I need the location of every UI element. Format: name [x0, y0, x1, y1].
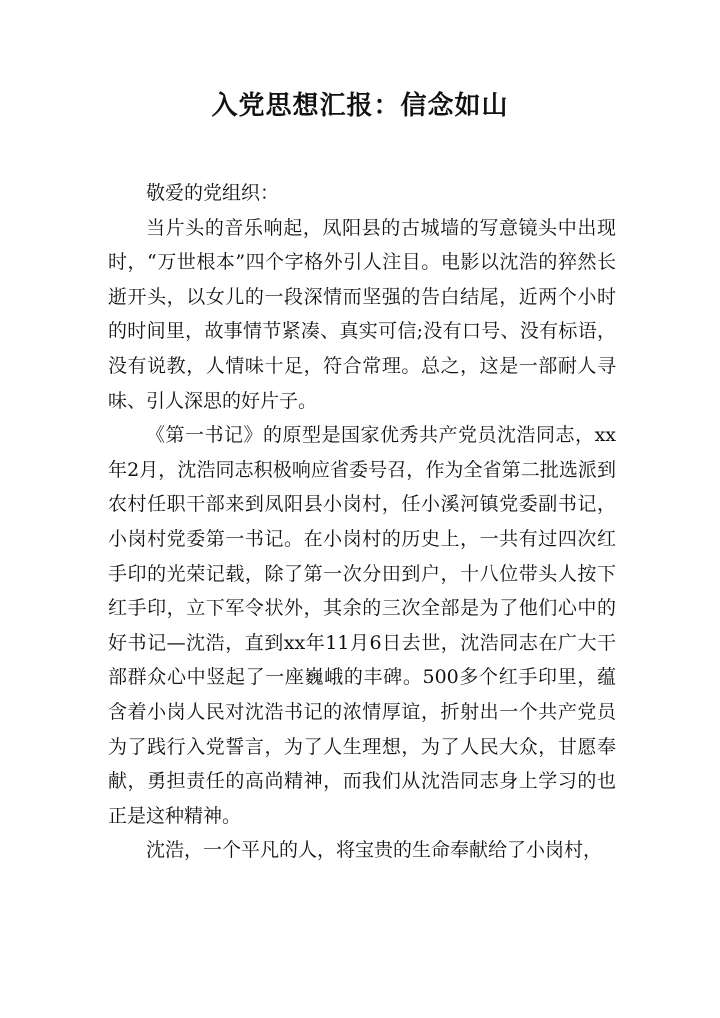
document-body — [108, 176, 616, 868]
paragraph-2: 《第一书记》的原型是国家优秀共产党员沈浩同志，xx年2月，沈浩同志积极响应省委号召，作为全省第二批选派到农村任职干部来到凤阳县小岗村，任小溪河镇党委副书记，小岗村党委第一书记。在小岗村的历史上，一共有过四次红手印的光荣记载，除了第一次分田到户，十八位带头人按下红手印，立下军令状外，其余的三次全部是为了他们心中的好书记—沈浩，直到xx年11月6日去世，沈浩同志在广大干部群众心中竖起了一座巍峨的丰碑。500多个红手印里，蕴含着小岗人民对沈浩书记的浓情厚谊，折射出一个共产党员为了践行入党誓言，为了人生理想，为了人民大众，甘愿奉献，勇担责任的高尚精神，而我们从沈浩同志身上学习的也正是这种精神。 — [108, 424, 616, 827]
salutation: 敬爱的党组织： — [146, 182, 280, 204]
document-title: 入党思想汇报：信念如山 — [211, 91, 509, 121]
paragraph-1: 当片头的音乐响起，凤阳县的古城墙的写意镜头中出现时，“万世根本”四个字格外引人注目。电影以沈浩的猝然长逝开头，以女儿的一段深情而坚强的告白结尾，近两个小时的时间里，故事情节紧凑、真实可信;没有口号、没有标语，没有说教，人情味十足，符合常理。总之，这是一部耐人寻味、引人深思的好片子。 — [108, 216, 616, 412]
paragraph-3: 沈浩，一个平凡的人，将宝贵的生命奉献给了小岗村， — [146, 839, 603, 862]
